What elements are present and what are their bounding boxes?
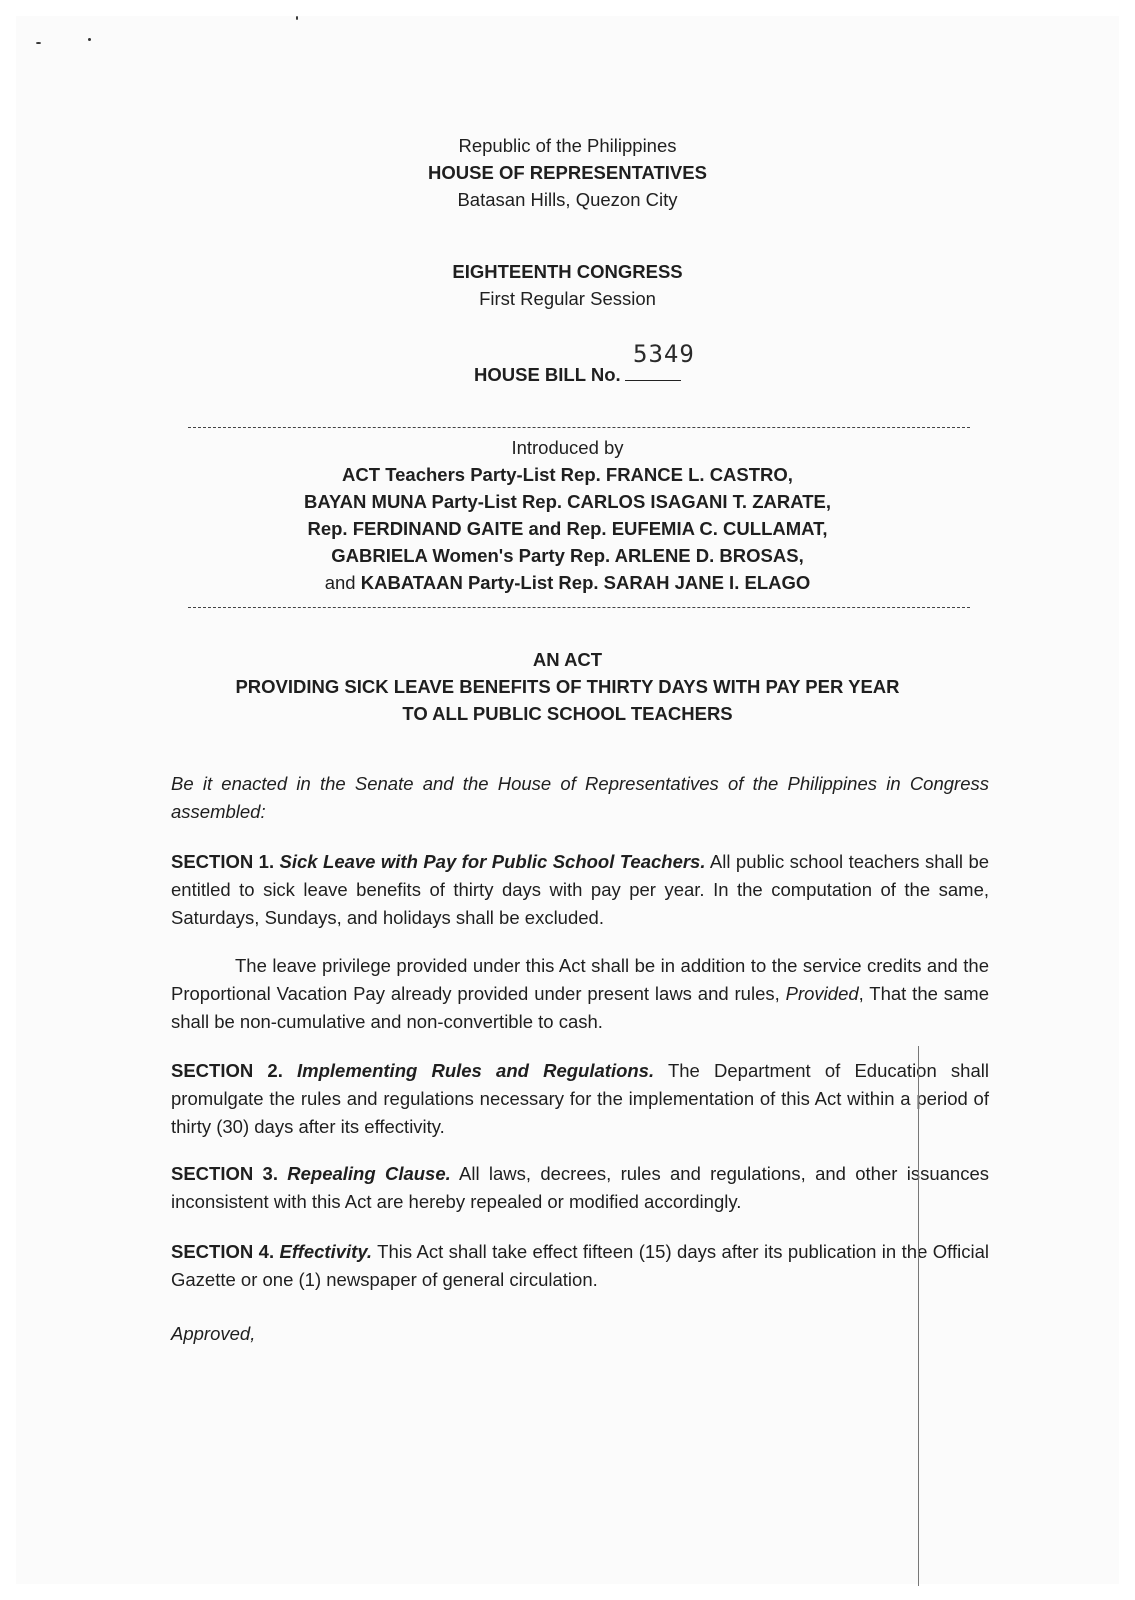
- section-3-text: All laws, decrees, rules and regulations, and other issuances inconsistent with this Act are hereby repealed or modified accordingly.: [171, 1163, 989, 1212]
- section-2-number: SECTION 2.: [171, 1060, 283, 1081]
- author-line-4: GABRIELA Women's Party Rep. ARLENE D. BROSAS,: [331, 545, 804, 566]
- house-bill-number: 5349: [633, 340, 695, 368]
- author-line-5: and KABATAAN Party-List Rep. SARAH JANE I. ELAGO: [324, 572, 811, 593]
- section-2: [171, 1057, 989, 1141]
- scan-speck: [88, 38, 91, 41]
- house-bill-label-line: [474, 362, 681, 386]
- author-line-3: Rep. FERDINAND GAITE and Rep. EUFEMIA C. CULLAMAT,: [307, 518, 828, 539]
- header-house: HOUSE OF REPRESENTATIVES: [428, 162, 707, 183]
- scan-speck: [36, 42, 41, 44]
- section-4-number: SECTION 4.: [171, 1241, 275, 1262]
- author-line-1: ACT Teachers Party-List Rep. FRANCE L. CASTRO,: [342, 464, 793, 485]
- section-3-number: SECTION 3.: [171, 1163, 278, 1184]
- enacting-clause: Be it enacted in the Senate and the House of Representatives of the Philippines in Congress assembled:: [171, 773, 989, 822]
- divider-bottom: [188, 607, 970, 608]
- section-4: [171, 1238, 989, 1294]
- header-republic: Republic of the Philippines: [458, 135, 677, 156]
- scan-speck: [296, 16, 298, 20]
- act-heading: AN ACT: [532, 649, 603, 670]
- congress-block: [0, 258, 1135, 312]
- section-4-title: Effectivity.: [279, 1241, 373, 1262]
- section-1-paragraph-2: The leave privilege provided under this Act shall be in addition to the service credits and the Proportional Vacation Pay already provided under present laws and rules, Provided, That the same shall be non-cumulative and non-convertible to cash.: [171, 955, 989, 1032]
- section-2-title: Implementing Rules and Regulations.: [297, 1060, 655, 1081]
- act-title-line-1: PROVIDING SICK LEAVE BENEFITS OF THIRTY DAYS WITH PAY PER YEAR: [235, 676, 900, 697]
- section-1: [171, 848, 989, 932]
- congress-session: First Regular Session: [479, 288, 656, 309]
- section-3: [171, 1160, 989, 1216]
- act-title-line-2: TO ALL PUBLIC SCHOOL TEACHERS: [402, 703, 733, 724]
- introduced-block: [0, 434, 1135, 596]
- scan-margin-line: [918, 1046, 919, 1586]
- act-title-block: [0, 646, 1135, 727]
- section-2-text: The Department of Education shall promulgate the rules and regulations necessary for the implementation of this Act within a period of thirty (30) days after its effectivity.: [171, 1060, 989, 1137]
- divider-top: [188, 427, 970, 428]
- house-bill-blank: [625, 362, 681, 381]
- approved-label: Approved,: [171, 1323, 256, 1344]
- introduced-label: Introduced by: [511, 437, 624, 458]
- section-3-title: Repealing Clause.: [287, 1163, 451, 1184]
- house-bill-label: HOUSE BILL No.: [474, 364, 621, 385]
- section-1-title: Sick Leave with Pay for Public School Teachers.: [279, 851, 706, 872]
- section-4-text: This Act shall take effect fifteen (15) days after its publication in the Official Gazette or one (1) newspaper of general circulation.: [171, 1241, 989, 1290]
- document-header: [0, 132, 1135, 213]
- header-location: Batasan Hills, Quezon City: [457, 189, 678, 210]
- section-1-number: SECTION 1.: [171, 851, 275, 872]
- author-line-2: BAYAN MUNA Party-List Rep. CARLOS ISAGANI T. ZARATE,: [304, 491, 831, 512]
- section-1-text: All public school teachers shall be entitled to sick leave benefits of thirty days with pay per year. In the computation of the same, Saturdays, Sundays, and holidays shall be excluded.: [171, 851, 990, 928]
- congress-name: EIGHTEENTH CONGRESS: [452, 261, 683, 282]
